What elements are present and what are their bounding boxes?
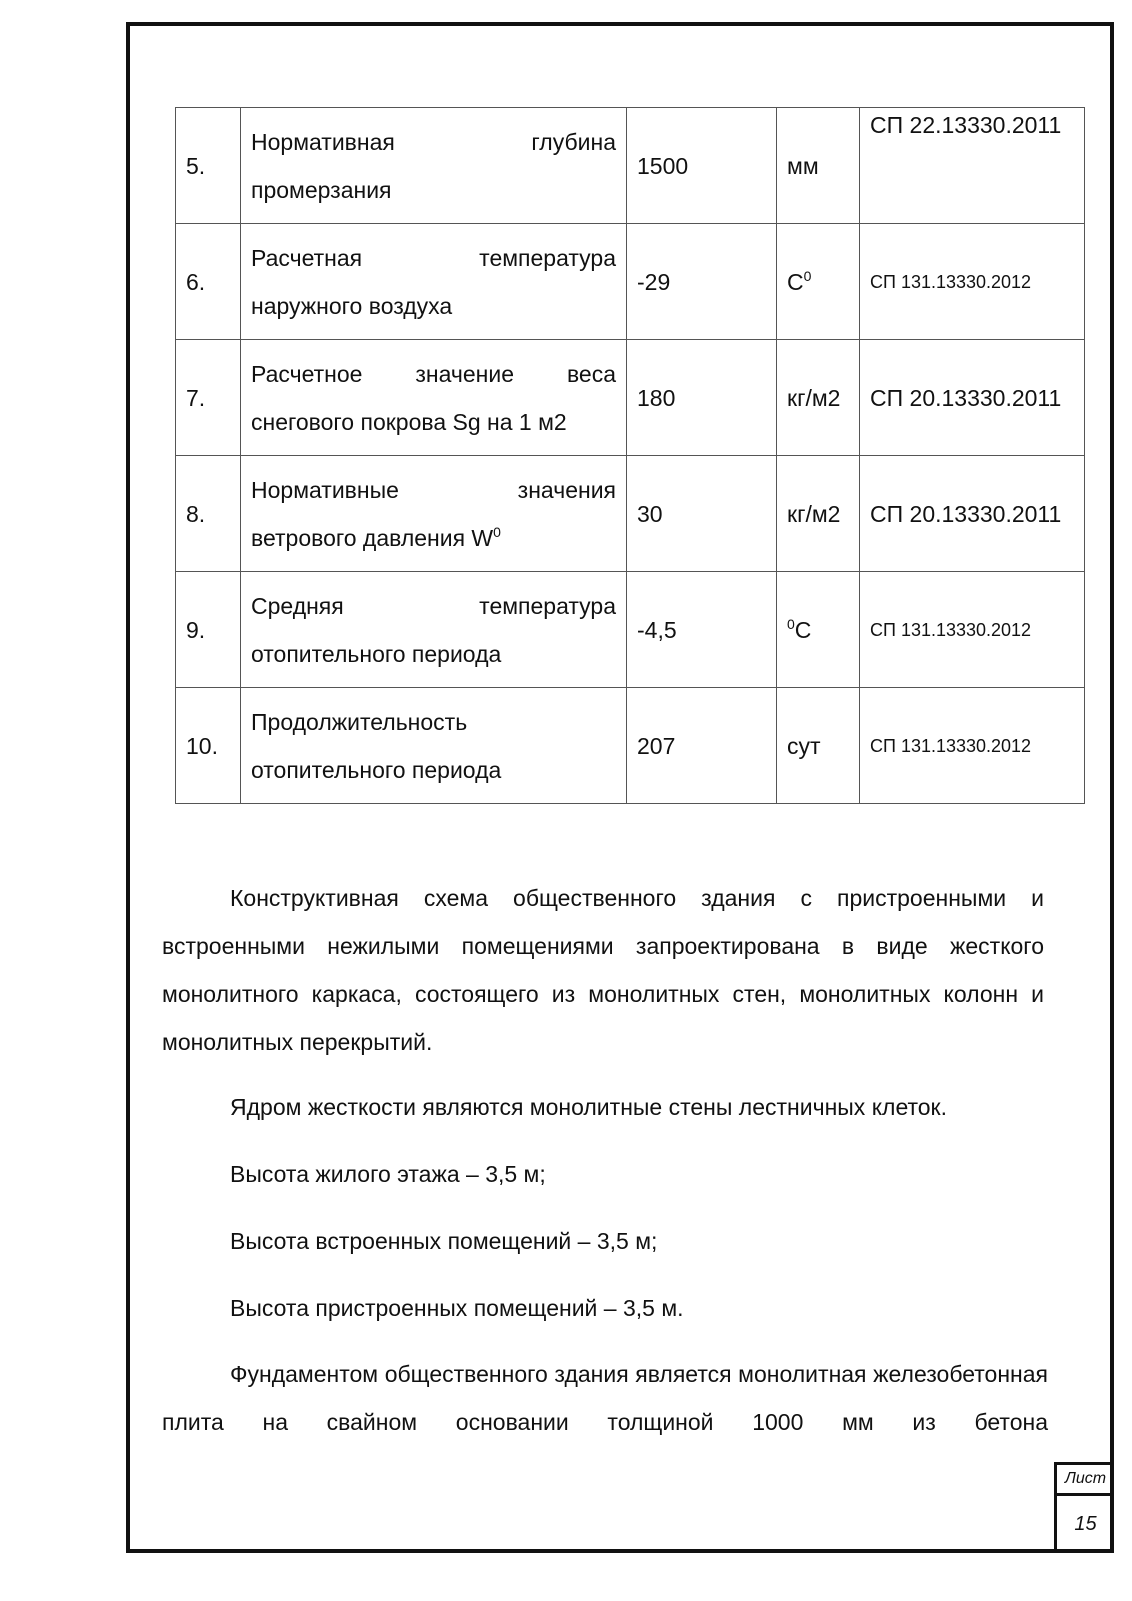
row-number: 5. [176,108,241,224]
row-name-line1: Нормативные значения [251,476,616,503]
row-norm: СП 20.13330.2011 [860,456,1085,572]
row-name [241,108,627,224]
name-superscript: 0 [493,523,501,540]
row-name-line1: Расчетная температура [251,244,616,271]
row-name [241,688,627,804]
row-name-line2: отопительного периода [251,756,502,783]
row-norm: СП 131.13330.2012 [860,224,1085,340]
table-row [176,572,1085,688]
row-value: 30 [627,456,777,572]
paragraph-attached-height: Высота пристроенных помещений – 3,5 м. [230,1295,684,1321]
row-norm: СП 131.13330.2012 [860,688,1085,804]
row-name-line1: Продолжительность [251,708,468,735]
row-name-line1: Нормативная глубина [251,128,616,155]
body-text [162,1284,1044,1332]
sheet-label: Лист [1057,1465,1114,1496]
row-value: 180 [627,340,777,456]
row-norm: СП 20.13330.2011 [860,340,1085,456]
row-name-line1: Расчетное значение веса [251,360,616,387]
paragraph-built-in-height: Высота встроенных помещений – 3,5 м; [230,1228,658,1254]
table-row [176,688,1085,804]
row-norm: СП 22.13330.2011 [860,108,1085,224]
row-number: 9. [176,572,241,688]
row-name-line2 [251,514,616,562]
row-name-line1: Средняя температура [251,592,616,619]
row-number: 10. [176,688,241,804]
row-value: -4,5 [627,572,777,688]
row-unit [777,224,860,340]
paragraph-structural-scheme: Конструктивная схема общественного здания с пристроенными и встроенными нежилыми помещениями запроектирована в виде жесткого монолитного каркаса, состоящего из монолитных стен, монолитных колонн и монолитных перекрытий. [162,885,1044,1055]
row-name-line2: отопительного периода [251,640,502,667]
row-number: 6. [176,224,241,340]
table-row [176,108,1085,224]
table-row [176,224,1085,340]
row-name-line2: промерзания [251,176,392,203]
table-row [176,456,1085,572]
sheet-stamp [1054,1462,1114,1553]
paragraph-floor-height: Высота жилого этажа – 3,5 м; [230,1161,546,1187]
body-text [162,1350,1048,1446]
body-text [162,1150,1044,1198]
row-name [241,456,627,572]
sheet-number: 15 [1074,1513,1097,1535]
body-text [162,1083,1044,1131]
row-value: 207 [627,688,777,804]
paragraph-core: Ядром жесткости являются монолитные стены лестничных клеток. [230,1094,947,1120]
row-name-line2: снегового покрова Sg на 1 м2 [251,408,567,435]
row-name-line2-text: ветрового давления W [251,524,494,551]
unit-text: С [794,616,812,643]
row-name [241,224,627,340]
row-norm: СП 131.13330.2012 [860,572,1085,688]
row-value: -29 [627,224,777,340]
row-unit: мм [777,108,860,224]
body-text [162,1217,1044,1265]
row-unit: кг/м2 [777,340,860,456]
unit-superscript: 0 [787,615,795,632]
row-unit: сут [777,688,860,804]
row-number: 8. [176,456,241,572]
parameters-table [175,107,1085,804]
row-number: 7. [176,340,241,456]
row-name-line2: наружного воздуха [251,292,453,319]
row-name [241,340,627,456]
paragraph-foundation: Фундаментом общественного здания является монолитная железобетонная плита на свайном основании толщиной 1000 мм из бетона [162,1361,1048,1435]
unit-superscript: 0 [803,267,812,284]
row-value: 1500 [627,108,777,224]
row-unit [777,572,860,688]
row-unit: кг/м2 [777,456,860,572]
body-text [162,874,1044,1066]
unit-text: С [787,268,804,295]
table-row [176,340,1085,456]
row-name [241,572,627,688]
